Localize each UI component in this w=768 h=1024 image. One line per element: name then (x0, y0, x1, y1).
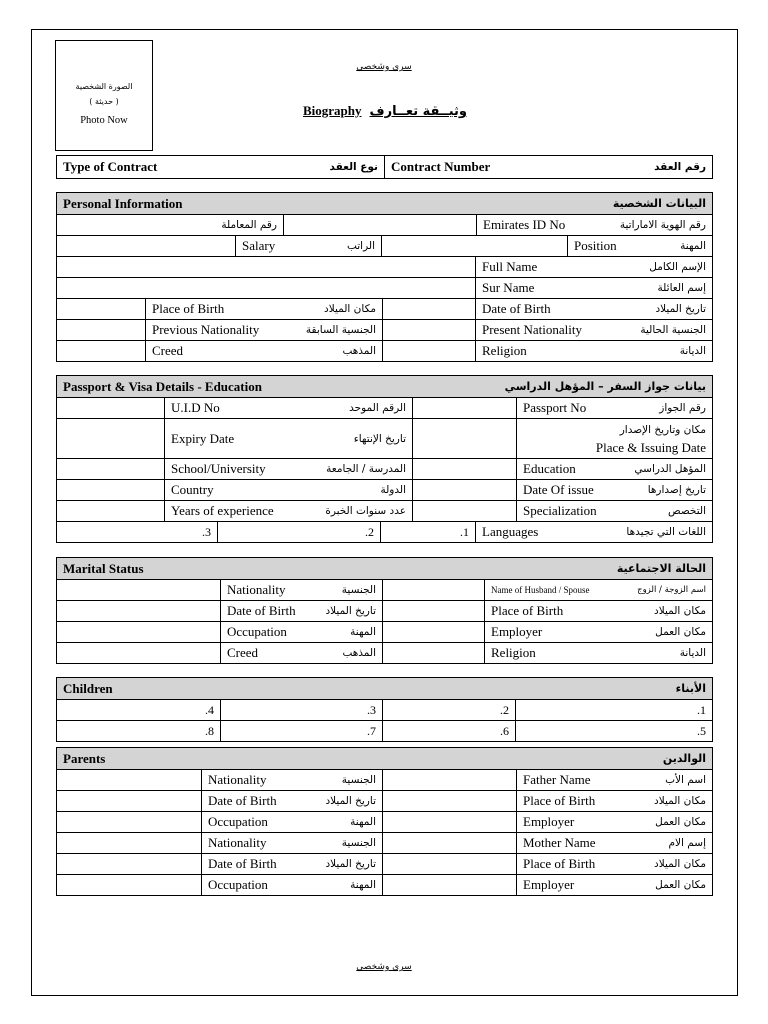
children-heading: Children الأبناء (63, 680, 706, 696)
spouse-nationality-value[interactable] (57, 580, 220, 600)
prev-nationality-field[interactable]: Previous Nationality الجنسية السابقة (145, 320, 382, 340)
page-title: Biography وثيــقة تعــارف (302, 103, 467, 119)
school-field[interactable]: School/University المدرسة / الجامعة (164, 459, 412, 479)
father-dob-value[interactable] (57, 791, 201, 811)
emirates-id-field[interactable]: Emirates ID No رقم الهوية الاماراتية (476, 215, 712, 235)
spouse-occupation-field[interactable]: Occupation المهنة (220, 622, 382, 642)
spouse-dob-field[interactable]: Date of Birth تاريخ الميلاد (220, 601, 382, 621)
child-3[interactable]: .3 (220, 700, 382, 720)
full-name-value[interactable] (57, 257, 475, 277)
education-value[interactable] (412, 459, 516, 479)
language-1[interactable]: .1 (380, 522, 475, 542)
spouse-pob-field[interactable]: Place of Birth مكان الميلاد (484, 601, 712, 621)
years-field[interactable]: Years of experience عدد سنوات الخبرة (164, 501, 412, 521)
spouse-religion-field[interactable]: Religion الديانة (484, 643, 712, 663)
mother-pob-field[interactable]: Place of Birth مكان الميلاد (516, 854, 712, 874)
position-value[interactable] (381, 236, 567, 256)
mother-occupation-value[interactable] (57, 875, 201, 895)
mother-employer-value[interactable] (382, 875, 516, 895)
father-dob-field[interactable]: Date of Birth تاريخ الميلاد (201, 791, 382, 811)
present-nationality-field[interactable]: Present Nationality الجنسية الحالية (475, 320, 712, 340)
date-issue-value[interactable] (412, 480, 516, 500)
child-2[interactable]: .2 (382, 700, 515, 720)
mother-name-value[interactable] (382, 833, 516, 853)
type-of-contract-field[interactable]: Type of Contract نوع العقد (63, 159, 378, 174)
passport-no-value[interactable] (412, 398, 516, 418)
parents-heading: Parents الوالدين (63, 750, 706, 766)
spouse-creed-value[interactable] (57, 643, 220, 663)
specialization-value[interactable] (412, 501, 516, 521)
passport-no-field[interactable]: Passport No رقم الجواز (516, 398, 712, 418)
prev-nationality-value[interactable] (57, 320, 145, 340)
father-pob-value[interactable] (382, 791, 516, 811)
expiry-value[interactable] (57, 419, 164, 458)
father-employer-value[interactable] (382, 812, 516, 832)
photo-label-ar: الصورة الشخصية ( حديثة ) (75, 82, 133, 106)
education-field[interactable]: Education المؤهل الدراسي (516, 459, 712, 479)
uid-field[interactable]: U.I.D No الرقم الموحد (164, 398, 412, 418)
spouse-occupation-value[interactable] (57, 622, 220, 642)
mother-dob-field[interactable]: Date of Birth تاريخ الميلاد (201, 854, 382, 874)
spouse-nationality-field[interactable]: Nationality الجنسية (220, 580, 382, 600)
language-3[interactable]: .3 (202, 524, 211, 539)
child-4[interactable]: .4 (205, 702, 214, 717)
dob-value[interactable] (382, 299, 475, 319)
languages-field[interactable]: Languages اللغات التي تجيدها (475, 522, 712, 542)
expiry-field[interactable]: Expiry Date تاريخ الإنتهاء (164, 419, 412, 458)
father-nationality-field[interactable]: Nationality الجنسية (201, 770, 382, 790)
years-value[interactable] (57, 501, 164, 521)
contract-section (56, 155, 713, 179)
creed-value[interactable] (57, 341, 145, 361)
salary-field[interactable]: Salary الراتب (235, 236, 381, 256)
personal-heading: Personal Information البيانات الشخصية (63, 195, 706, 211)
issue-field[interactable]: مكان وتاريخ الإصدار Place & Issuing Date (516, 419, 712, 458)
mother-pob-value[interactable] (382, 854, 516, 874)
dob-field[interactable]: Date of Birth تاريخ الميلاد (475, 299, 712, 319)
parents-section (56, 747, 713, 896)
father-name-value[interactable] (382, 770, 516, 790)
father-name-field[interactable]: Father Name اسم الأب (516, 770, 712, 790)
present-nationality-value[interactable] (382, 320, 475, 340)
transaction-number-field[interactable]: رقم المعاملة (221, 219, 277, 231)
spouse-name-field[interactable]: Name of Husband / Spouse اسم الزوجة / الزوج (484, 580, 712, 600)
pob-field[interactable]: Place of Birth مكان الميلاد (145, 299, 382, 319)
uid-value[interactable] (57, 398, 164, 418)
position-field[interactable]: Position المهنة (567, 236, 712, 256)
spouse-employer-field[interactable]: Employer مكان العمل (484, 622, 712, 642)
school-value[interactable] (57, 459, 164, 479)
photo-label-en: Photo Now (80, 115, 128, 126)
spouse-dob-value[interactable] (57, 601, 220, 621)
specialization-field[interactable]: Specialization التخصص (516, 501, 712, 521)
father-occupation-value[interactable] (57, 812, 201, 832)
country-field[interactable]: Country الدولة (164, 480, 412, 500)
issue-value[interactable] (412, 419, 516, 458)
contract-number-field[interactable]: Contract Number رقم العقد (384, 156, 712, 178)
children-section (56, 677, 713, 742)
child-1[interactable]: .1 (515, 700, 712, 720)
transaction-number-value[interactable] (283, 215, 476, 235)
surname-field[interactable]: Sur Name إسم العائلة (475, 278, 712, 298)
language-2[interactable]: .2 (217, 522, 380, 542)
date-issue-field[interactable]: Date Of issue تاريخ إصدارها (516, 480, 712, 500)
spouse-creed-field[interactable]: Creed المذهب (220, 643, 382, 663)
salary-value[interactable] (57, 236, 235, 256)
child-5[interactable]: .5 (515, 721, 712, 741)
religion-value[interactable] (382, 341, 475, 361)
religion-field[interactable]: Religion الديانة (475, 341, 712, 361)
mother-name-field[interactable]: Mother Name إسم الام (516, 833, 712, 853)
child-7[interactable]: .7 (220, 721, 382, 741)
full-name-field[interactable]: Full Name الإسم الكامل (475, 257, 712, 277)
marital-heading: Marital Status الحالة الاجتماعية (63, 560, 706, 576)
marital-section (56, 557, 713, 664)
mother-nationality-field[interactable]: Nationality الجنسية (201, 833, 382, 853)
child-8[interactable]: .8 (205, 723, 214, 738)
mother-employer-field[interactable]: Employer مكان العمل (516, 875, 712, 895)
father-pob-field[interactable]: Place of Birth مكان الميلاد (516, 791, 712, 811)
surname-value[interactable] (57, 278, 475, 298)
spouse-employer-value[interactable] (382, 622, 484, 642)
father-employer-field[interactable]: Employer مكان العمل (516, 812, 712, 832)
passport-section (56, 375, 713, 543)
spouse-name-value[interactable] (382, 580, 484, 600)
creed-field[interactable]: Creed المذهب (145, 341, 382, 361)
country-value[interactable] (57, 480, 164, 500)
mother-nationality-value[interactable] (57, 833, 201, 853)
spouse-religion-value[interactable] (382, 643, 484, 663)
child-6[interactable]: .6 (382, 721, 515, 741)
confidential-top: سري وشخصي (356, 62, 412, 72)
father-occupation-field[interactable]: Occupation المهنة (201, 812, 382, 832)
pob-value[interactable] (57, 299, 145, 319)
confidential-bottom: سري وشخصي (356, 962, 412, 972)
photo-box[interactable] (55, 40, 153, 151)
father-nationality-value[interactable] (57, 770, 201, 790)
spouse-pob-value[interactable] (382, 601, 484, 621)
personal-section (56, 192, 713, 362)
mother-occupation-field[interactable]: Occupation المهنة (201, 875, 382, 895)
mother-dob-value[interactable] (57, 854, 201, 874)
passport-heading: Passport & Visa Details - Education بيانات جواز السفر – المؤهل الدراسي (63, 378, 706, 394)
